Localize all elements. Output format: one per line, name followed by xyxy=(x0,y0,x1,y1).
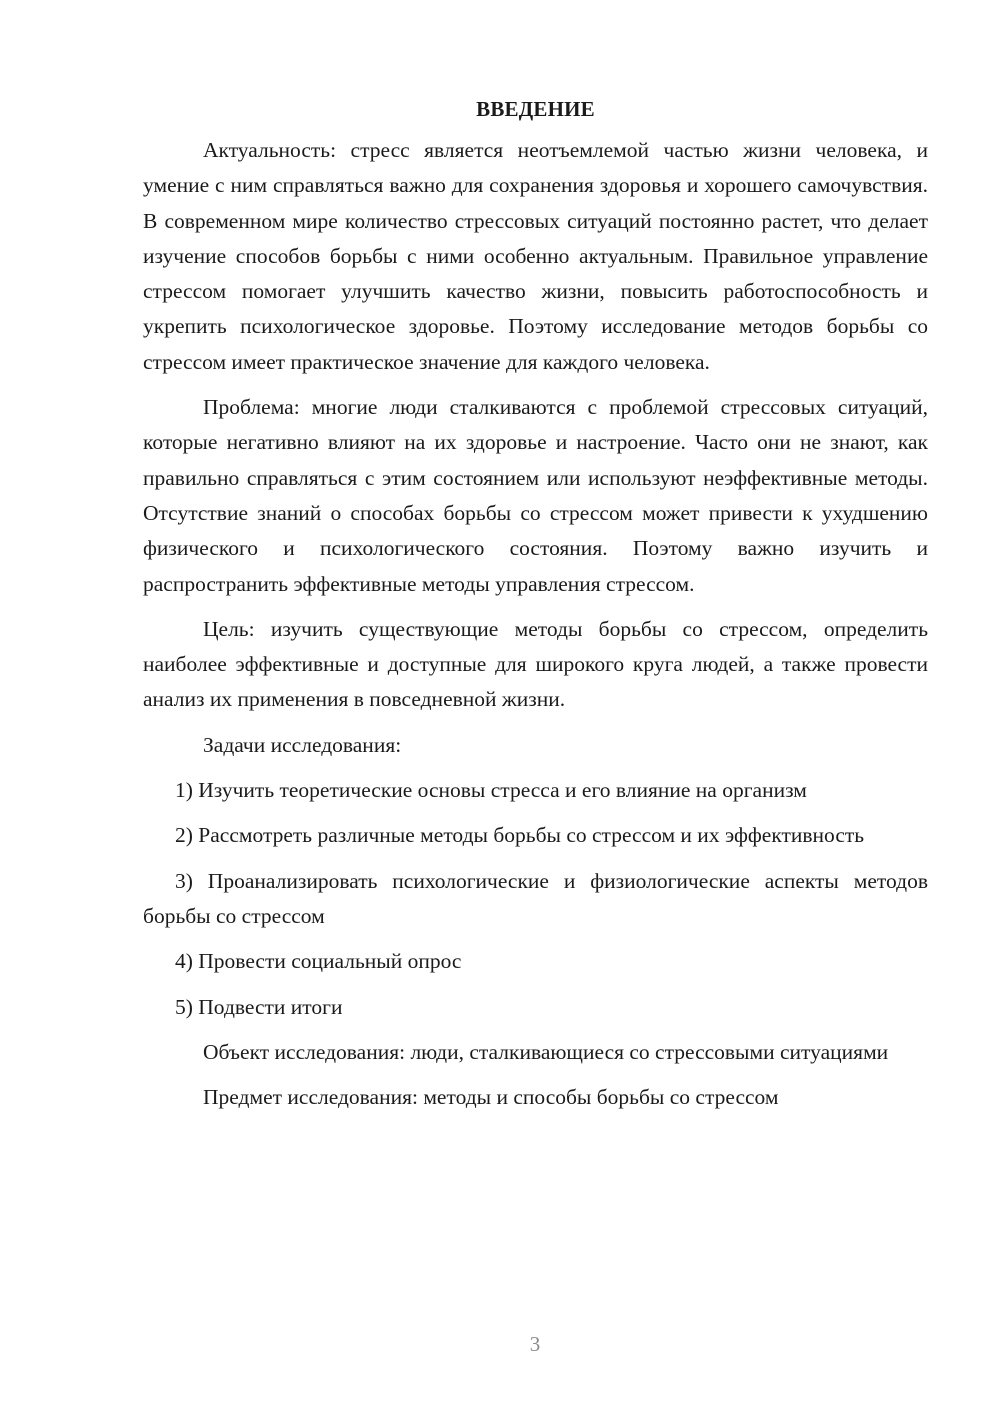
task-item-4: 4) Провести социальный опрос xyxy=(175,949,462,974)
page-content xyxy=(143,92,928,1125)
page-number: 3 xyxy=(529,1332,541,1356)
paragraph-object: Объект исследования: люди, сталкивающиеся со стрессовыми ситуациями xyxy=(203,1039,889,1064)
paragraph-tasks-heading: Задачи исследования: xyxy=(203,732,402,757)
paragraph-subject: Предмет исследования: методы и способы борьбы со стрессом xyxy=(203,1085,779,1110)
section-title: ВВЕДЕНИЕ xyxy=(476,97,595,121)
task-item-3: 3) Проанализировать психологические и физиологические аспекты методов борьбы со стрессом xyxy=(143,868,928,928)
task-item-2: 2) Рассмотреть различные методы борьбы со стрессом и их эффективность xyxy=(175,823,865,848)
paragraph-goal: Цель: изучить существующие методы борьбы со стрессом, определить наиболее эффективные и доступные для широкого круга людей, а также провести анализ их применения в повседневной жизни. xyxy=(143,616,928,712)
paragraph-problem: Проблема: многие люди сталкиваются с проблемой стрессовых ситуаций, которые негативно влияют на их здоровье и настроение. Часто они не знают, как правильно справляться с этим состоянием или используют неэффективные методы. Отсутствие знаний о способах борьбы со стрессом может привести к ухудшению физического и психологического состояния. Поэтому важно изучить и распространить эффективные методы управления стрессом. xyxy=(143,395,928,596)
paragraph-relevance: Актуальность: стресс является неотъемлемой частью жизни человека, и умение с ним справляться важно для сохранения здоровья и хорошего самочувствия. В современном мире количество стрессовых ситуаций постоянно растет, что делает изучение способов борьбы с ними особенно актуальным. Правильное управление стрессом помогает улучшить качество жизни, повысить работоспособность и укрепить психологическое здоровье. Поэтому исследование методов борьбы со стрессом имеет практическое значение для каждого человека. xyxy=(143,138,928,374)
task-item-5: 5) Подвести итоги xyxy=(175,994,343,1019)
task-item-1: 1) Изучить теоретические основы стресса и его влияние на организм xyxy=(175,778,807,803)
